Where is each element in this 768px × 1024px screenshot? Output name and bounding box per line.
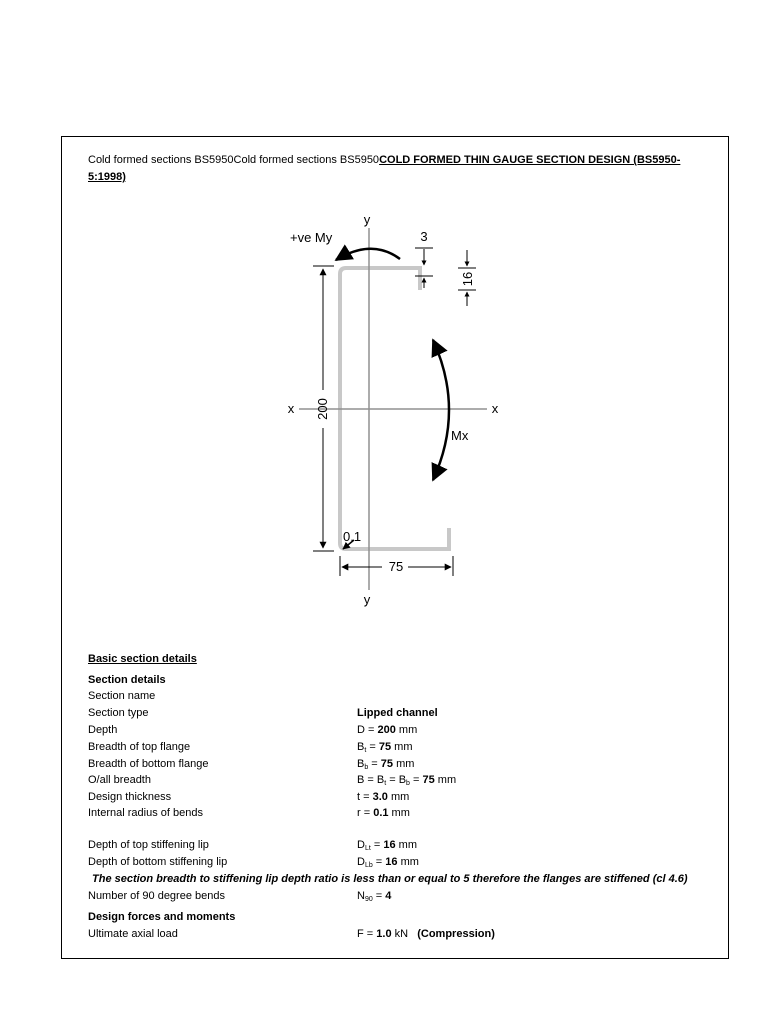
y-axis-top-label: y xyxy=(363,212,371,227)
axial-load-value: F = 1.0 kN (Compression) xyxy=(357,928,495,940)
thickness-label: 3 xyxy=(420,229,428,244)
axial-load-label: Ultimate axial load xyxy=(88,928,178,940)
document-title: COLD FORMED THIN GAUGE SECTION DESIGN (BS5950-5:1998) xyxy=(88,154,681,183)
depth-label: 200 xyxy=(315,398,330,420)
overall-breadth-value: $B = B_t = B_b = 75$ mm xyxy=(357,774,457,787)
radius-label: 0.1 xyxy=(343,529,362,544)
radius-row-label: Internal radius of bends xyxy=(88,807,203,819)
bends-count-label: Number of 90 degree bends xyxy=(88,890,225,902)
top-flange-label: Breadth of top flange xyxy=(88,741,191,753)
section-name-label: Section name xyxy=(88,690,156,702)
section-type-value: Lipped channel xyxy=(357,707,438,719)
x-axis-right-label: x xyxy=(491,401,499,416)
section-details-heading: Section details xyxy=(88,674,166,686)
moment-my-arrow xyxy=(336,249,400,260)
thickness-row-label: Design thickness xyxy=(88,791,172,803)
bottom-flange-label: Breadth of bottom flange xyxy=(88,758,209,770)
top-lip-value: $D_{Lt} = 16$ mm xyxy=(357,839,417,852)
depth-row-label: Depth xyxy=(88,724,118,736)
overall-breadth-label: O/all breadth xyxy=(88,774,151,786)
stiffened-flange-note: The section breadth to stiffening lip depth ratio is less than or equal to 5 therefore the flanges are stiffened (cl 4.6) xyxy=(92,873,688,885)
section-type-label: Section type xyxy=(88,707,149,719)
x-axis-left-label: x xyxy=(287,401,295,416)
moment-my-label: +ve My xyxy=(290,230,333,245)
bottom-flange-value: $B_b = 75$ mm xyxy=(357,758,415,771)
header-prefix: Cold formed sections BS5950Cold formed sections BS5950 xyxy=(88,154,380,166)
depth-row-value: D = 200 mm xyxy=(357,724,418,736)
bends-count-value: $N_{90} = 4$ xyxy=(357,890,392,903)
moment-mx-arrow xyxy=(433,340,449,480)
y-axis-bottom-label: y xyxy=(363,592,371,607)
basic-section-heading: Basic section details xyxy=(88,653,197,665)
design-forces-heading: Design forces and moments xyxy=(88,911,236,923)
breadth-label: 75 xyxy=(388,559,404,574)
thickness-row-value: t = 3.0 mm xyxy=(357,791,410,803)
lip-label: 16 xyxy=(460,271,475,287)
radius-row-value: r = 0.1 mm xyxy=(357,807,410,819)
bottom-lip-value: $D_{Lb} = 16$ mm xyxy=(357,856,419,869)
top-flange-value: $B_t = 75$ mm xyxy=(357,741,413,754)
top-lip-label: Depth of top stiffening lip xyxy=(88,839,209,851)
bottom-lip-label: Depth of bottom stiffening lip xyxy=(88,856,228,868)
moment-mx-label: Mx xyxy=(451,428,469,443)
